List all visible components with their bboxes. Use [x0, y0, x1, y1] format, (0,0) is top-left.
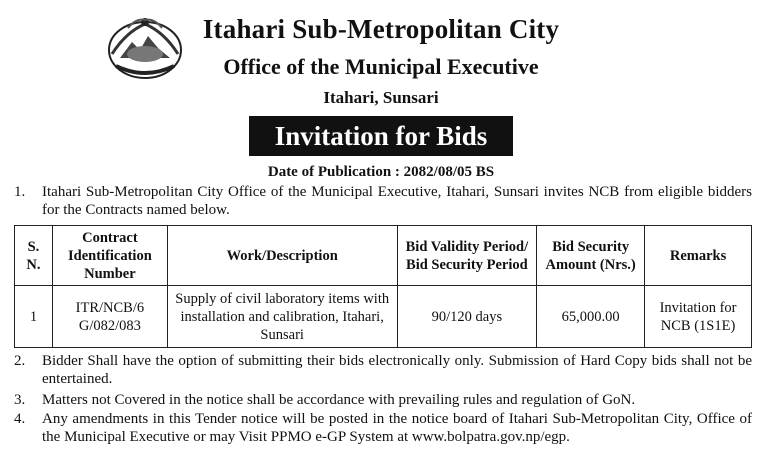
paragraph-text: Any amendments in this Tender notice will be posted in the notice board of Itahari Sub-Metropolitan City, Office of the Municipal Executive or may Visit PPMO e-GP System at www.bolpatra.gov.np/egp. — [42, 411, 752, 445]
paragraph-number: 2. — [14, 353, 26, 369]
paragraph-number: 1. — [14, 184, 26, 200]
office-name: Office of the Municipal Executive — [223, 54, 539, 79]
office-location: Itahari, Sunsari — [323, 88, 439, 107]
publication-date: Date of Publication : 2082/08/05 BS — [267, 164, 495, 180]
table-header-row — [15, 226, 752, 286]
column-header-remarks: Remarks — [645, 226, 752, 286]
table-row — [15, 286, 752, 348]
paragraph-number: 4. — [14, 411, 26, 427]
paragraph-1 — [14, 183, 752, 219]
column-header-contract-id: Contract Identification Number — [52, 226, 167, 286]
city-name: Itahari Sub-Metropolitan City — [202, 14, 560, 44]
cell-validity: 90/120 days — [397, 286, 537, 348]
paragraph-text: Matters not Covered in the notice shall be accordance with prevailing rules and regulation of GoN. — [42, 392, 636, 408]
column-header-validity: Bid Validity Period/ Bid Security Period — [397, 226, 537, 286]
cell-description: Supply of civil laboratory items with installation and calibration, Itahari, Sunsari — [167, 286, 397, 348]
column-header-sn: S. N. — [15, 226, 53, 286]
contracts-table — [14, 225, 752, 348]
cell-remarks: Invitation for NCB (1S1E) — [645, 286, 752, 348]
column-header-description: Work/Description — [167, 226, 397, 286]
paragraph-text: Bidder Shall have the option of submitting their bids electronically only. Submission of Hard Copy bids shall not be entertained. — [42, 353, 752, 387]
notice-header — [0, 0, 762, 125]
paragraph-3 — [14, 391, 752, 409]
paragraph-4 — [14, 410, 752, 446]
notice-title-banner: Invitation for Bids — [249, 116, 513, 156]
paragraph-text: Itahari Sub-Metropolitan City Office of the Municipal Executive, Itahari, Sunsari invites NCB from eligible bidders for the Contracts named below. — [42, 184, 752, 218]
paragraph-number: 3. — [14, 392, 26, 408]
cell-contract-id: ITR/NCB/6 G/082/083 — [52, 286, 167, 348]
paragraph-2 — [14, 352, 752, 388]
column-header-security-amount: Bid Security Amount (Nrs.) — [537, 226, 645, 286]
cell-sn: 1 — [15, 286, 53, 348]
cell-security-amount: 65,000.00 — [537, 286, 645, 348]
